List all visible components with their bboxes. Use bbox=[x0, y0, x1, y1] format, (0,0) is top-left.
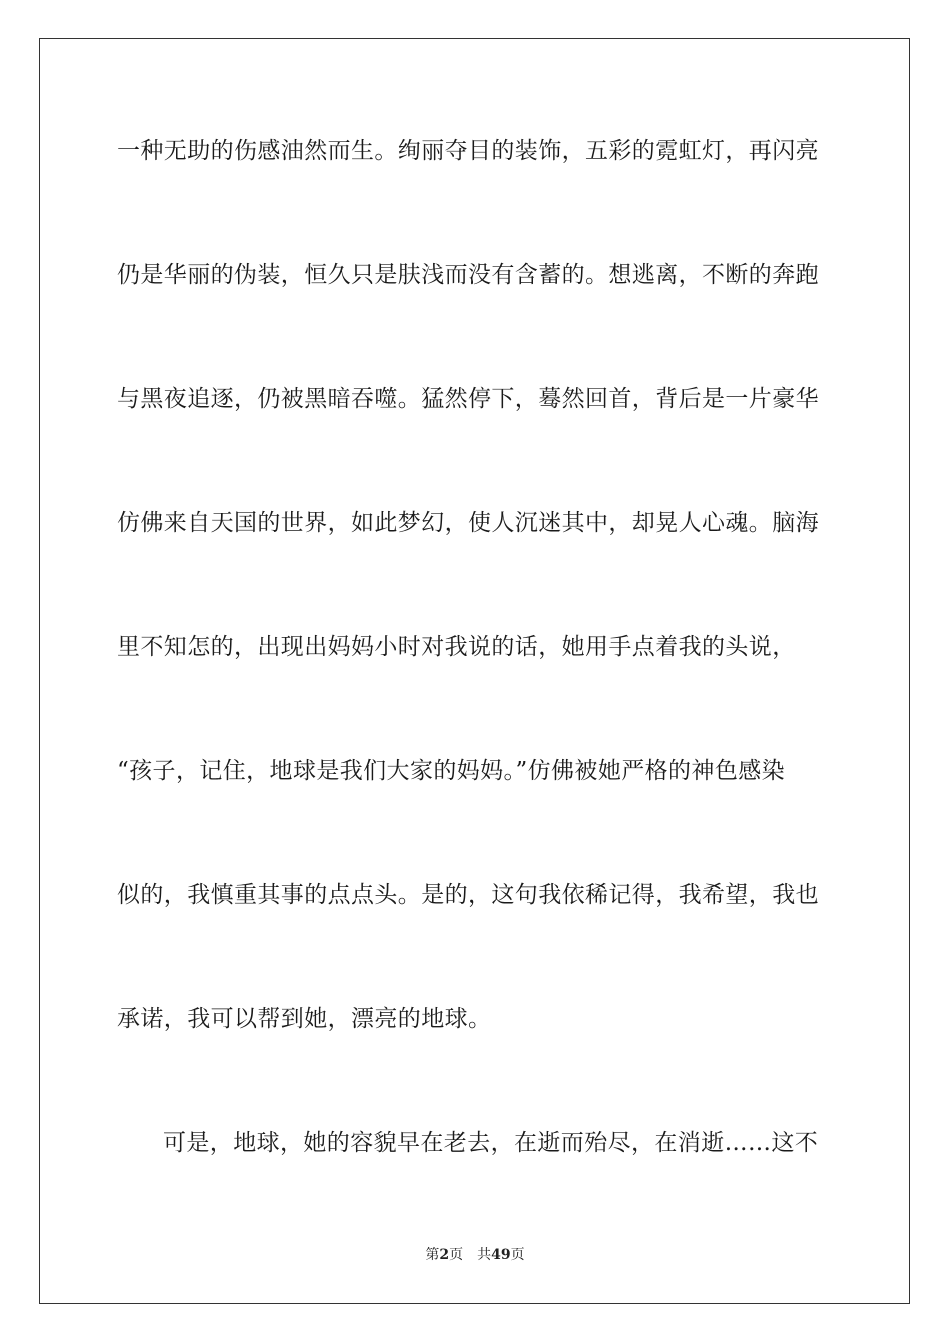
total-suffix: 页 bbox=[510, 1247, 525, 1263]
paragraph-first-line: 可是，地球，她的容貌早在老去，在逝而殆尽，在消逝……这不 bbox=[163, 1130, 819, 1156]
body-text-line: 仍是华丽的伪装，恒久只是肤浅而没有含蓄的。想逃离，不断的奔跑 bbox=[117, 262, 819, 288]
body-text-line: 一种无助的伤感油然而生。绚丽夺目的装饰，五彩的霓虹灯，再闪亮 bbox=[117, 138, 819, 164]
total-prefix: 共 bbox=[477, 1247, 492, 1263]
body-text-line: 承诺，我可以帮到她，漂亮的地球。 bbox=[117, 1006, 492, 1032]
page-border bbox=[39, 38, 910, 1304]
body-text-line: 似的，我慎重其事的点点头。是的，这句我依稀记得，我希望，我也 bbox=[117, 882, 819, 908]
page-prefix: 第 bbox=[425, 1247, 440, 1263]
body-text-line: “孩子，记住，地球是我们大家的妈妈。”仿佛被她严格的神色感染 bbox=[117, 758, 786, 784]
page-footer bbox=[0, 1246, 950, 1264]
body-text-line: 与黑夜追逐，仍被黑暗吞噬。猛然停下，蓦然回首，背后是一片豪华 bbox=[117, 386, 819, 412]
body-text-line: 仿佛来自天国的世界，如此梦幻，使人沉迷其中，却晃人心魂。脑海 bbox=[117, 510, 819, 536]
body-text-line: 里不知怎的，出现出妈妈小时对我说的话，她用手点着我的头说， bbox=[117, 634, 796, 660]
total-pages: 49 bbox=[491, 1247, 511, 1263]
page-suffix: 页 bbox=[449, 1247, 464, 1263]
page-number: 2 bbox=[439, 1247, 450, 1263]
